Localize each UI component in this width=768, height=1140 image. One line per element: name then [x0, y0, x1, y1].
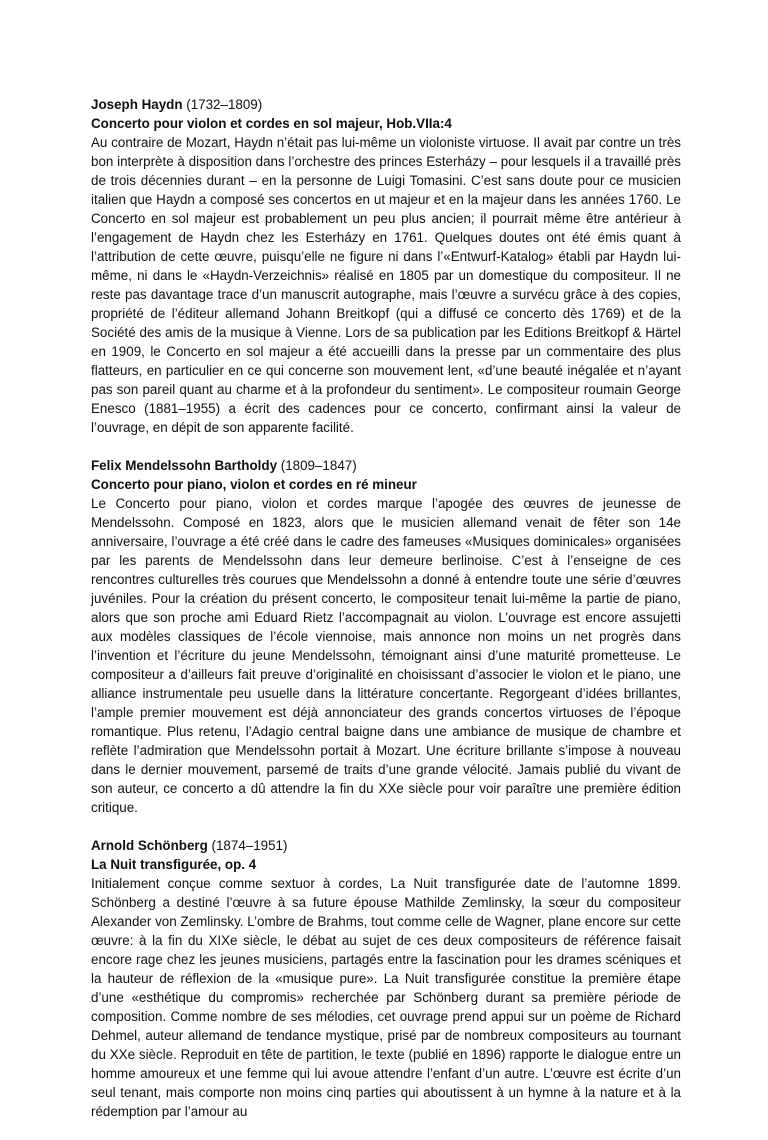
document-page [91, 95, 681, 1140]
section-heading [91, 456, 681, 475]
section-body-text: Au contraire de Mozart, Haydn n’était pas lui-même un violoniste virtuose. Il avait par contre un très bon interprète à disposition dans l’orchestre des princes Esterházy – pour lesquels il a travaillé près de trois décennies durant – en la personne de Luigi Tomasini. C’est sans doute pour ce musicien italien que Haydn a composé ses concertos en ut majeur et en la majeur dans les années 1760. Le Concerto en sol majeur est probablement un peu plus ancien; il pourrait même être antérieur à l’engagement de Haydn chez les Esterházy en 1761. Quelques doutes ont été émis quant à l’attribution de cette œuvre, puisqu’elle ne figure ni dans l’«Entwurf-Katalog» établi par Haydn lui-même, ni dans le «Haydn-Verzeichnis» réalisé en 1805 par un domestique du compositeur. Il ne reste pas davantage trace d’un manuscrit autographe, mais l’œuvre a survécu grâce à des copies, propriété de l’éditeur allemand Johann Breitkopf (qui a diffusé ce concerto dès 1769) et de la Société des amis de la musique à Vienne. Lors de sa publication par les Editions Breitkopf & Härtel en 1909, le Concerto en sol majeur a été accueilli dans la presse par un commentaire des plus flatteurs, en particulier en ce qui concerne son mouvement lent, «d’une beauté inégalée et n’ayant pas son pareil quant au charme et à la profondeur du sentiment». Le compositeur roumain George Enesco (1881–1955) a écrit des cadences pour ce concerto, confirmant ainsi la valeur de l’ouvrage, en dépit de son apparente facilité. [91, 135, 681, 435]
work-title: Concerto pour piano, violon et cordes en ré mineur [91, 477, 417, 492]
composer-name: Felix Mendelssohn Bartholdy [91, 458, 278, 473]
work-title: La Nuit transfigurée, op. 4 [91, 857, 257, 872]
composer-dates: (1809–1847) [277, 458, 357, 473]
work-title: Concerto pour violon et cordes en sol majeur, Hob.VIIa:4 [91, 116, 452, 131]
section-heading [91, 95, 681, 114]
section-heading [91, 836, 681, 855]
section-haydn [91, 95, 681, 437]
composer-name: Arnold Schönberg [91, 838, 208, 853]
section-schoenberg [91, 836, 681, 1121]
composer-name: Joseph Haydn [91, 97, 183, 112]
section-body-text: Initialement conçue comme sextuor à cordes, La Nuit transfigurée date de l’automne 1899. Schönberg a destiné l’œuvre à sa future épouse Mathilde Zemlinsky, la sœur du compositeur Alexander von Zemlinsky. L’ombre de Brahms, tout comme celle de Wagner, plane encore sur cette œuvre: à la fin du XIXe siècle, le débat au sujet de ces deux compositeurs de référence faisait encore rage chez les jeunes musiciens, partagés entre la fascination pour les drames scéniques et la hauteur de réflexion de la «musique pure». La Nuit transfigurée constitue la première étape d’une «esthétique du compromis» recherchée par Schönberg durant sa première période de composition. Comme nombre de ses mélodies, cet ouvrage prend appui sur un poème de Richard Dehmel, auteur allemand de tendance mystique, prisé par de nombreux compositeurs au tournant du XXe siècle. Reproduit en tête de partition, le texte (publié en 1896) rapporte le dialogue entre un homme amoureux et une femme qui lui avoue attendre l’enfant d’un autre. L’œuvre est écrite d’un seul tenant, mais comporte non moins cinq parties qui aboutissent à un hymne à la nature et à la rédemption par l’amour au [91, 876, 681, 1119]
composer-dates: (1874–1951) [207, 838, 288, 853]
section-body-text: Le Concerto pour piano, violon et cordes marque l’apogée des œuvres de jeunesse de Mendelssohn. Composé en 1823, alors que le musicien allemand venait de fêter son 14e anniversaire, l’ouvrage a été créé dans le cadre des fameuses «Musiques dominicales» organisées par les parents de Mendelssohn dans leur demeure berlinoise. C’est à l’enseigne de ces rencontres culturelles très courues que Mendelssohn a donné à entendre toute une série d’œuvres juvéniles. Pour la création du présent concerto, le compositeur tenait lui-même la partie de piano, alors que son proche ami Eduard Rietz l’accompagnait au violon. L’ouvrage est encore assujetti aux modèles classiques de l’école viennoise, mais annonce non moins un net progrès dans l’invention et l’écriture du jeune Mendelssohn, témoignant ainsi d’une maturité prometteuse. Le compositeur a d’ailleurs fait preuve d’originalité en choisissant d’associer le violon et le piano, une alliance instrumentale peu usuelle dans la littérature concertante. Regorgeant d’idées brillantes, l’ample premier mouvement est déjà annonciateur des grands concertos virtuoses de l’époque romantique. Plus retenu, l’Adagio central baigne dans une ambiance de musique de chambre et reflète l’admiration que Mendelssohn portait à Mozart. Une écriture brillante s’impose à nouveau dans le dernier mouvement, parsemé de traits d’une grande vélocité. Jamais publié du vivant de son auteur, ce concerto a dû attendre la fin du XXe siècle pour voir paraître une première édition critique. [91, 496, 681, 815]
section-mendelssohn [91, 456, 681, 817]
composer-dates: (1732–1809) [182, 97, 263, 112]
